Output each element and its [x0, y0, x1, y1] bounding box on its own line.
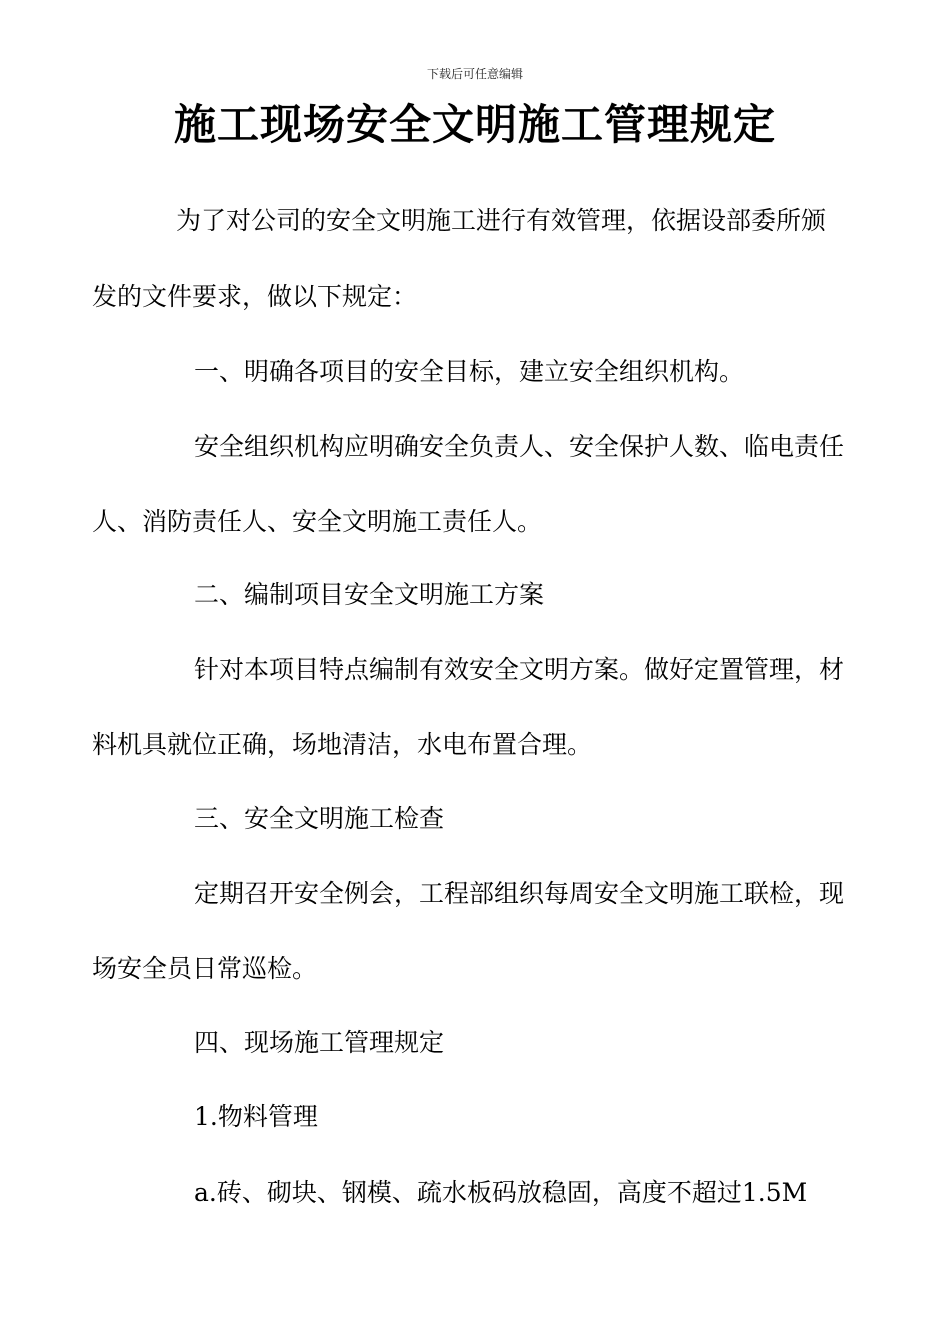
intro-line-1: 为了对公司的安全文明施工进行有效管理，依据设部委所颁	[176, 206, 827, 235]
section-4-heading: 四、现场施工管理规定	[194, 1028, 445, 1057]
subsection-material-heading: 1.物料管理	[194, 1102, 318, 1131]
document-title: 施工现场安全文明施工管理规定	[173, 100, 776, 149]
section-2-text-line-1: 针对本项目特点编制有效安全文明方案。做好定置管理，材	[194, 655, 845, 684]
section-1-text-line-1: 安全组织机构应明确安全负责人、安全保护人数、临电责任	[194, 432, 845, 461]
section-3-heading: 三、安全文明施工检查	[194, 804, 445, 833]
subsection-material-item-a: a.砖、砌块、钢模、疏水板码放稳固，高度不超过1.5M	[194, 1178, 808, 1207]
section-1-text-line-2: 人、消防责任人、安全文明施工责任人。	[92, 507, 543, 536]
header-note: 下载后可任意编辑	[426, 67, 523, 81]
intro-line-2: 发的文件要求，做以下规定：	[92, 282, 418, 311]
section-1-heading: 一、明确各项目的安全目标，建立安全组织机构。	[194, 357, 745, 386]
section-3-text-line-1: 定期召开安全例会，工程部组织每周安全文明施工联检，现	[194, 879, 845, 908]
section-2-heading: 二、编制项目安全文明施工方案	[194, 580, 545, 609]
section-3-text-line-2: 场安全员日常巡检。	[92, 954, 318, 983]
section-2-text-line-2: 料机具就位正确，场地清洁，水电布置合理。	[92, 730, 593, 759]
